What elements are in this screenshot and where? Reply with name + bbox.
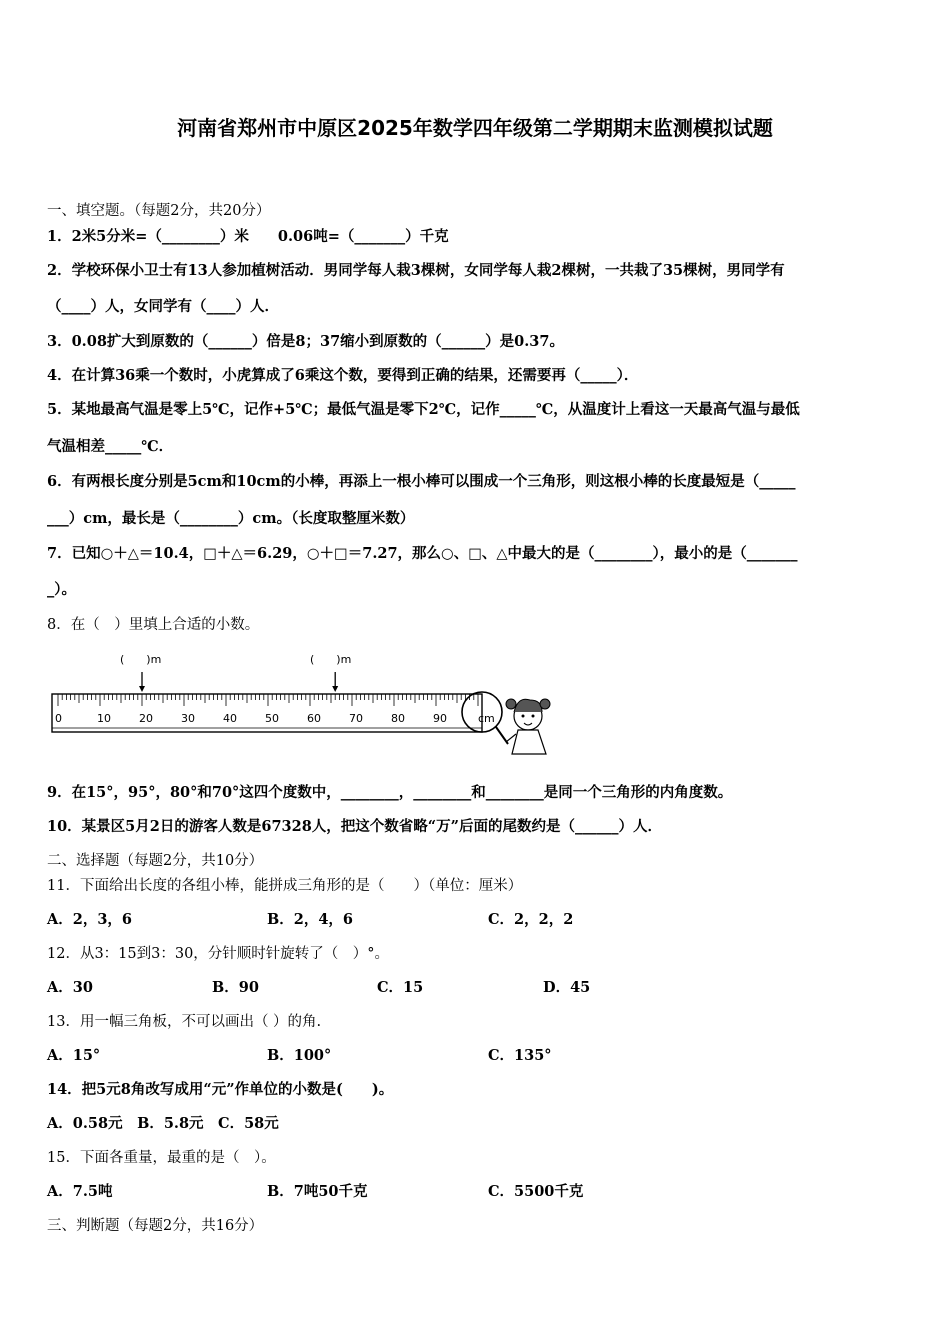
question-7-line-1: 7．已知○＋△＝10.4，□＋△＝6.29，○＋□＝7.27，那么○、□、△中最大的是（________），最小的是（_______ — [47, 545, 798, 562]
ruler-tick-label: 10 — [97, 712, 111, 725]
question-11: 11．下面给出长度的各组小棒，能拼成三角形的是（ ）（单位：厘米） — [47, 878, 523, 894]
question-5-line-1: 5．某地最高气温是零上5℃，记作+5℃；最低气温是零下2℃，记作_____℃，从温度计上看这一天最高气温与最低 — [47, 401, 800, 418]
section-2-heading: 二、选择题（每题2分，共10分） — [47, 853, 264, 869]
question-15: 15．下面各重量，最重的是（ ）。 — [47, 1150, 276, 1166]
section-1-heading: 一、填空题。（每题2分，共20分） — [47, 203, 271, 219]
question-2-line-1: 2．学校环保小卫士有13人参加植树活动．男同学每人栽3棵树，女同学每人栽2棵树，一共栽了35棵树，男同学有 — [47, 262, 785, 279]
ruler-tick-label: 40 — [223, 712, 237, 725]
question-6-line-1: 6．有两根长度分别是5cm和10cm的小棒，再添上一根小棒可以围成一个三角形，则这根小棒的长度最短是（_____ — [47, 473, 796, 490]
ruler-tick-label: 20 — [139, 712, 153, 725]
q12-option-c[interactable]: C．15 — [377, 979, 424, 996]
q15-option-a[interactable]: A．7.5吨 — [47, 1183, 113, 1200]
q15-option-b[interactable]: B．7吨50千克 — [267, 1183, 368, 1200]
question-2-line-2: （____）人，女同学有（____）人． — [47, 298, 279, 315]
question-13: 13．用一幅三角板，不可以画出（ ）的角. — [47, 1014, 322, 1030]
arrow-2-head — [332, 686, 338, 692]
question-8: 8．在（ ）里填上合适的小数。 — [47, 617, 260, 633]
ruler-tick-label: 50 — [265, 712, 279, 725]
question-3: 3．0.08扩大到原数的（______）倍是8；37缩小到原数的（______）是0.37。 — [47, 333, 564, 350]
question-9: 9．在15°，95°，80°和70°这四个度数中，________，________和________是同一个三角形的内角度数。 — [47, 784, 733, 801]
question-1: 1．2米5分米=（________）米 0.06吨=（_______）千克 — [47, 228, 449, 245]
ruler-tick-label: 90 — [433, 712, 447, 725]
q11-option-a[interactable]: A．2，3，6 — [47, 911, 133, 928]
ruler-tick-label: 80 — [391, 712, 405, 725]
q12-option-a[interactable]: A．30 — [47, 979, 93, 996]
q13-option-a[interactable]: A．15° — [47, 1047, 101, 1064]
question-6-line-2: ___）cm，最长是（________）cm。（长度取整厘米数） — [47, 510, 415, 527]
q12-option-b[interactable]: B．90 — [212, 979, 259, 996]
q13-option-c[interactable]: C．135° — [488, 1047, 552, 1064]
question-12: 12．从3：15到3：30，分针顺时针旋转了（ ）°。 — [47, 946, 390, 962]
arrow-label-1: ( )m — [120, 653, 162, 666]
q11-option-b[interactable]: B．2，4，6 — [267, 911, 354, 928]
ruler-tick-label: 60 — [307, 712, 321, 725]
q12-option-d[interactable]: D．45 — [543, 979, 591, 996]
q15-option-c[interactable]: C．5500千克 — [488, 1183, 584, 1200]
ruler-tick-label: 30 — [181, 712, 195, 725]
arrow-1-head — [139, 686, 145, 692]
ruler-tick-label: 70 — [349, 712, 363, 725]
section-3-heading: 三、判断题（每题2分，共16分） — [47, 1218, 264, 1234]
arrow-label-2: ( )m — [310, 653, 352, 666]
question-4: 4．在计算36乘一个数时，小虎算成了6乘这个数，要得到正确的结果，还需要再（_____）． — [47, 367, 639, 384]
question-5-line-2: 气温相差_____℃． — [47, 438, 174, 455]
ruler-unit: cm — [478, 712, 495, 725]
page-title: 河南省郑州市中原区2025年数学四年级第二学期期末监测模拟试题 — [177, 116, 773, 140]
ruler-figure — [50, 648, 570, 763]
q14-options[interactable]: A．0.58元 B．5.8元 C．58元 — [47, 1115, 279, 1132]
girl-illustration — [506, 699, 550, 754]
ruler-tick-label: 0 — [55, 712, 62, 725]
question-14: 14．把5元8角改写成用“元”作单位的小数是( )。 — [47, 1081, 394, 1098]
question-7-line-2: _）。 — [47, 581, 76, 598]
q13-option-b[interactable]: B．100° — [267, 1047, 332, 1064]
q11-option-c[interactable]: C．2，2，2 — [488, 911, 574, 928]
question-10: 10．某景区5月2日的游客人数是67328人，把这个数省略“万”后面的尾数约是（______）人． — [47, 818, 662, 835]
